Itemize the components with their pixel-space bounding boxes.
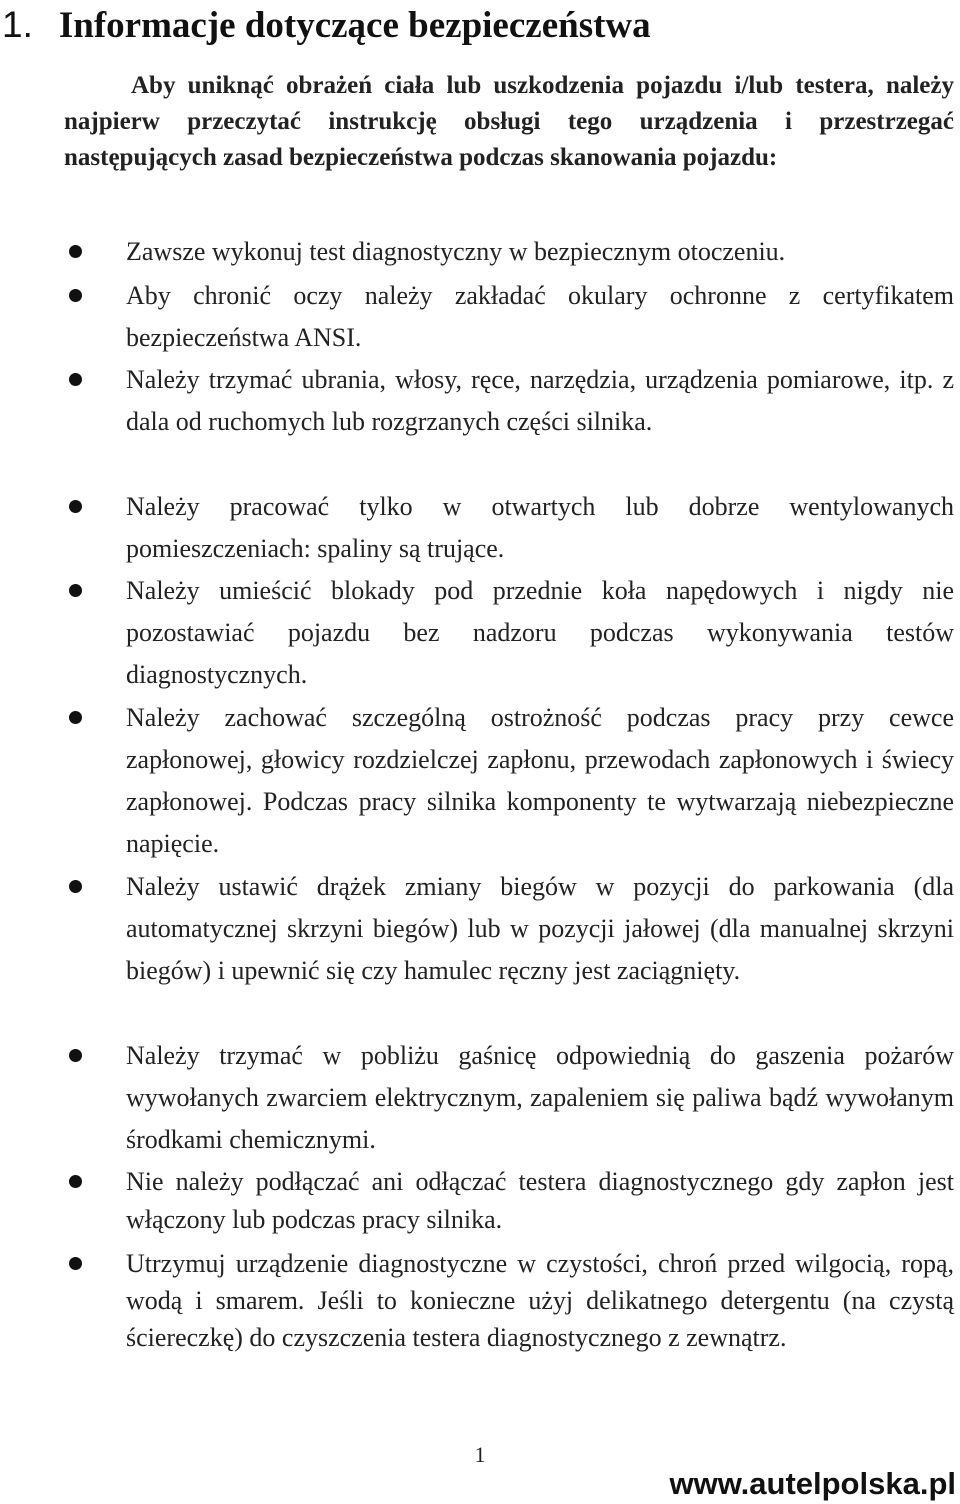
list-item	[126, 1035, 954, 1161]
bullet-icon	[69, 1257, 82, 1270]
list-item	[126, 486, 954, 570]
bullet-icon	[69, 245, 82, 258]
list-item	[126, 275, 954, 359]
bullet-icon	[69, 1175, 82, 1188]
bullet-icon	[69, 1049, 82, 1062]
page-number: 1	[474, 1442, 486, 1467]
list-item-text: Utrzymuj urządzenie diagnostyczne w czystości, chroń przed wilgocią, ropą, wodą i smarem. Jeśli to konieczne użyj delikatnego detergentu (na czystą ściereczkę) do czyszczenia testera diagnostycznego z zewnątrz.	[126, 1249, 954, 1352]
list-item-text: Należy umieścić blokady pod przednie koła napędowych i nigdy nie pozostawiać pojazdu bez nadzoru podczas wykonywania testów diagnostycznych.	[126, 576, 954, 689]
list-item-text: Należy ustawić drążek zmiany biegów w pozycji do parkowania (dla automatycznej skrzyni biegów) lub w pozycji jałowej (dla manualnej skrzyni biegów) i upewnić się czy hamulec ręczny jest zaciągnięty.	[126, 872, 954, 985]
list-item	[126, 866, 954, 992]
list-item-text: Nie należy podłączać ani odłączać testera diagnostycznego gdy zapłon jest włączony lub podczas pracy silnika.	[126, 1167, 954, 1234]
list-item-text: Zawsze wykonuj test diagnostyczny w bezpiecznym otoczeniu.	[126, 237, 786, 266]
list-item	[126, 570, 954, 696]
list-item	[126, 359, 954, 443]
list-item-text: Należy trzymać ubrania, włosy, ręce, narzędzia, urządzenia pomiarowe, itp. z dala od ruchomych lub rozgrzanych części silnika.	[126, 365, 954, 436]
list-item-text: Należy trzymać w pobliżu gaśnicę odpowiednią do gaszenia pożarów wywołanych zwarciem elektrycznym, zapaleniem się paliwa bądź wywołanym środkami chemicznymi.	[126, 1041, 954, 1154]
list-item	[126, 1163, 954, 1239]
section-number: 1.	[2, 4, 33, 45]
bullet-icon	[69, 584, 82, 597]
bullet-icon	[69, 373, 82, 386]
list-item	[126, 697, 954, 865]
website-url: www.autelpolska.pl	[669, 1466, 956, 1501]
section-title: Informacje dotyczące bezpieczeństwa	[58, 5, 651, 46]
bullet-icon	[69, 711, 82, 724]
bullet-icon	[69, 500, 82, 513]
list-item-text: Należy zachować szczególną ostrożność podczas pracy przy cewce zapłonowej, głowicy rozdzielczej zapłonu, przewodach zapłonowych i świecy zapłonowej. Podczas pracy silnika komponenty te wytwarzają niebezpieczne napięcie.	[126, 703, 954, 858]
list-item	[126, 232, 954, 272]
bullet-icon	[69, 880, 82, 893]
list-item-text: Należy pracować tylko w otwartych lub dobrze wentylowanych pomieszczeniach: spaliny są trujące.	[126, 492, 954, 563]
list-item-text: Aby chronić oczy należy zakładać okulary ochronne z certyfikatem bezpieczeństwa ANSI.	[126, 281, 954, 352]
bullet-icon	[69, 289, 82, 302]
intro-paragraph: Aby uniknąć obrażeń ciała lub uszkodzenia pojazdu i/lub testera, należy najpierw przeczytać instrukcję obsługi tego urządzenia i przestrzegać następujących zasad bezpieczeństwa podczas skanowania pojazdu:	[64, 72, 954, 171]
list-item	[126, 1245, 954, 1356]
